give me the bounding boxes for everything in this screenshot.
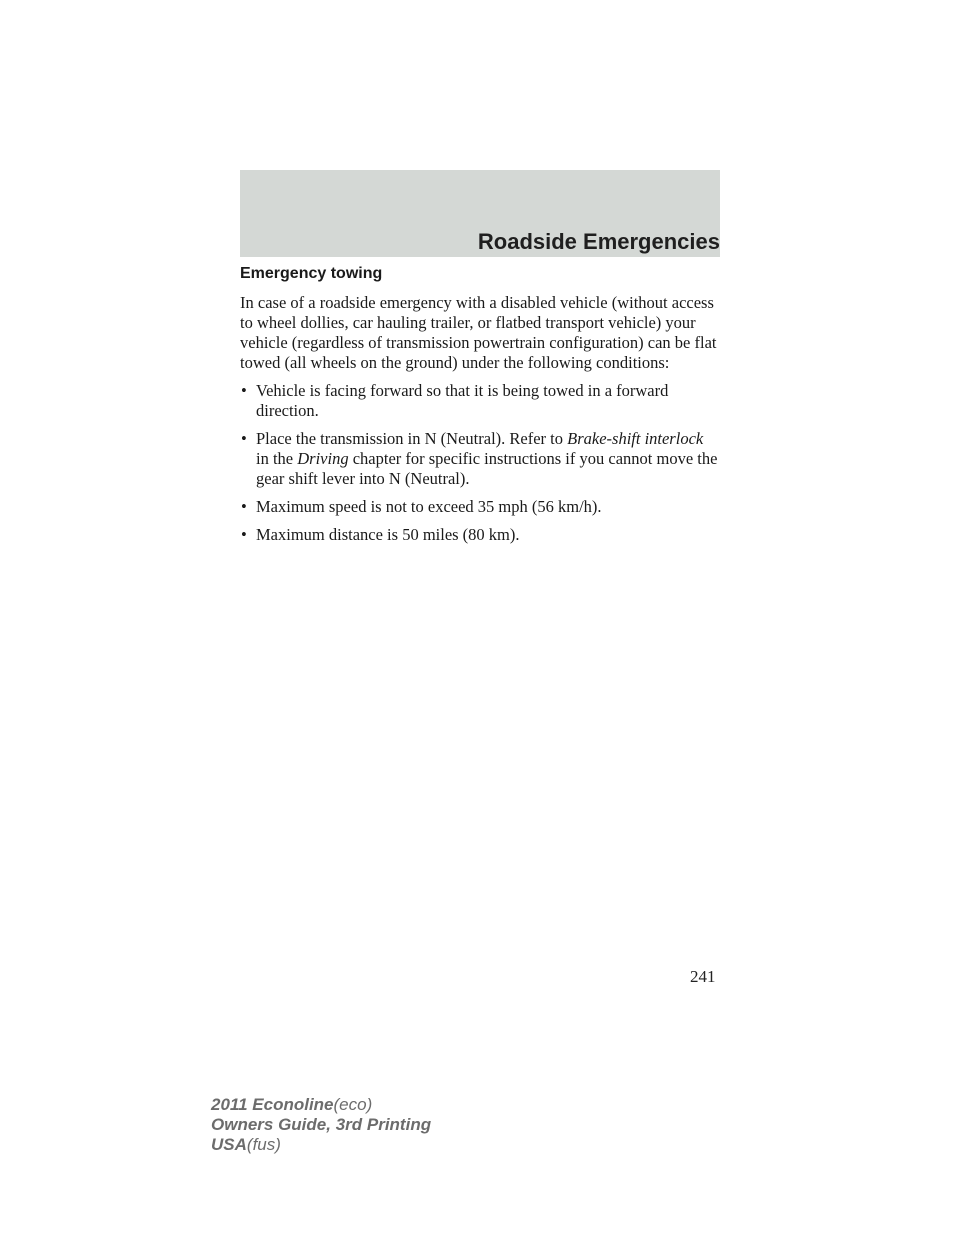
page-number: 241: [690, 967, 716, 986]
bullet-icon: •: [241, 429, 247, 448]
bullet-icon: •: [241, 381, 247, 400]
footer-line-model: [211, 1095, 431, 1115]
footer-market: USA: [211, 1135, 247, 1154]
footer-market-code: (fus): [246, 1135, 281, 1154]
list-item-text: chapter for specific instructions if you cannot move the gear shift lever into N (Neutral).: [256, 449, 718, 488]
header-band: [240, 170, 720, 257]
list-item-text: Maximum distance is 50 miles (80 km).: [256, 525, 520, 544]
list-item: [240, 381, 720, 421]
bullet-icon: •: [241, 525, 247, 544]
list-item-text: Vehicle is facing forward so that it is being towed in a forward direction.: [256, 381, 669, 420]
bullet-icon: •: [241, 497, 247, 516]
list-item: [240, 497, 720, 517]
list-item: [240, 429, 720, 489]
section-heading: Emergency towing: [240, 265, 383, 282]
page-content: [240, 264, 720, 553]
section-title: Roadside Emergencies: [477, 229, 720, 254]
chapter-reference: Driving: [297, 449, 349, 468]
list-item-text: Place the transmission in N (Neutral). Refer to: [256, 429, 568, 448]
conditions-list: [240, 381, 720, 545]
footer-model-code: (eco): [333, 1095, 373, 1114]
footer-guide: Owners Guide, 3rd Printing: [211, 1115, 432, 1134]
list-item-text: in the: [256, 449, 298, 468]
list-item: [240, 525, 720, 545]
intro-paragraph: In case of a roadside emergency with a disabled vehicle (without access to wheel dollies, car hauling trailer, or flatbed transport vehicle) your vehicle (regardless of transmission powertrain configuration) can be flat towed (all wheels on the ground) under the following conditions:: [240, 293, 717, 372]
footer-line-market: [211, 1135, 431, 1155]
footer-imprint: [211, 1095, 431, 1155]
footer-model: 2011 Econoline: [211, 1095, 334, 1114]
footer-line-guide: [211, 1115, 431, 1135]
cross-reference: Brake-shift interlock: [567, 429, 704, 448]
list-item-text: Maximum speed is not to exceed 35 mph (56 km/h).: [256, 497, 602, 516]
